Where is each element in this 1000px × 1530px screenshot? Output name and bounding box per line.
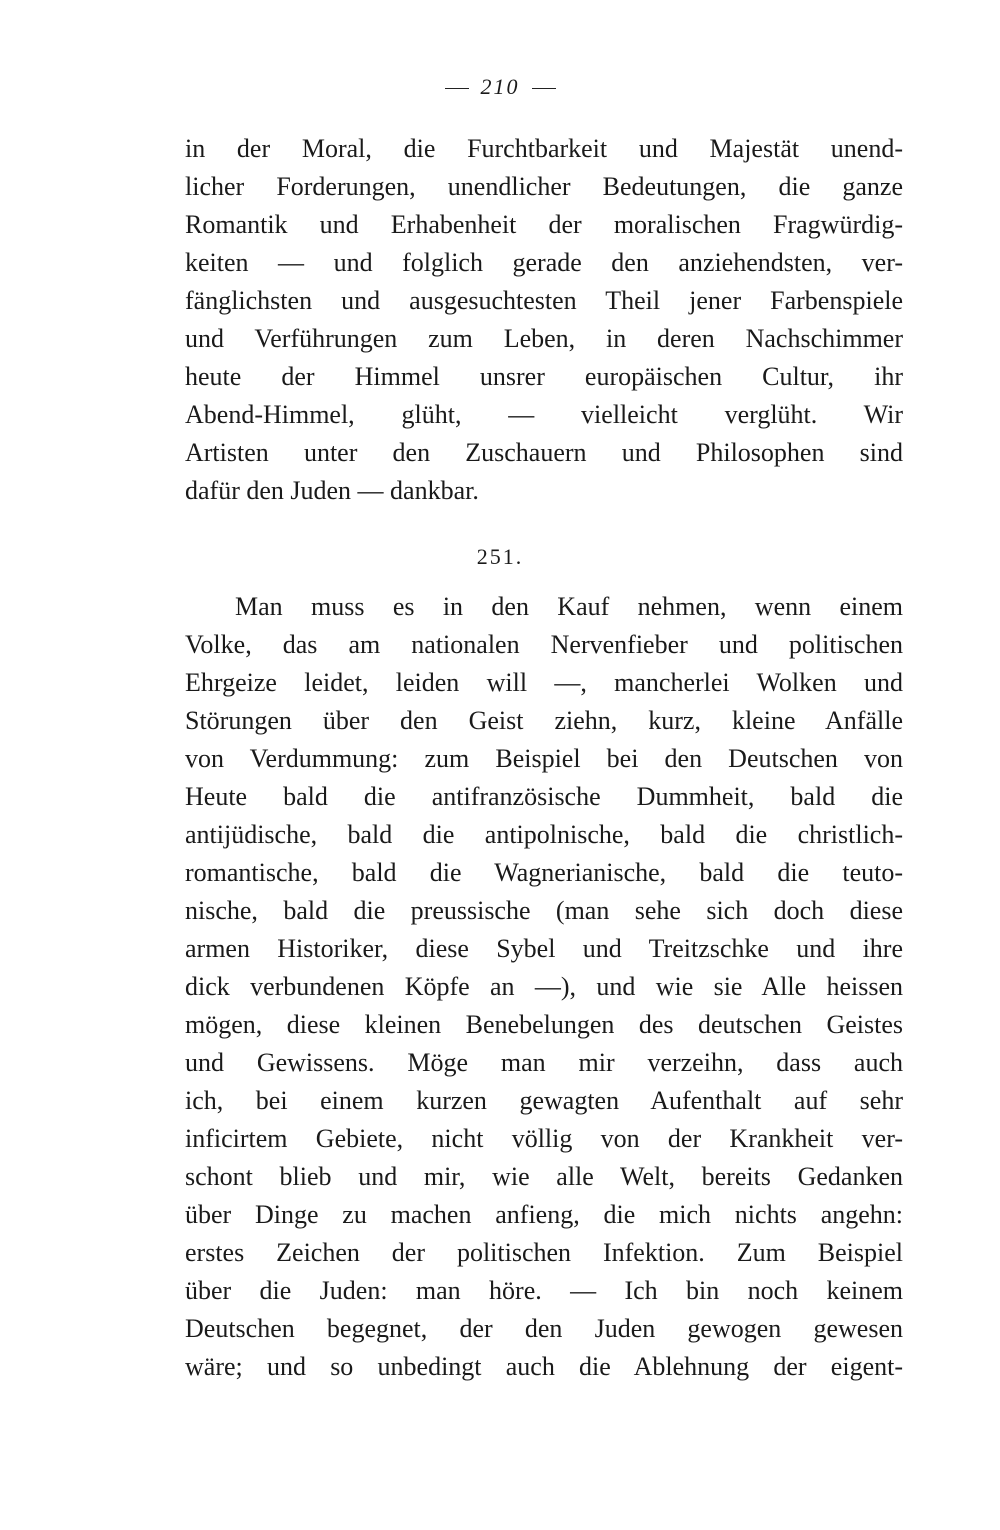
text-line: und Verführungen zum Leben, in deren Nachschimmer	[185, 324, 903, 353]
text-line: romantische, bald die Wagnerianische, bald die teuto-	[185, 858, 903, 887]
text-line: inficirtem Gebiete, nicht völlig von der Krankheit ver-	[185, 1124, 903, 1153]
aphorism-paragraph	[185, 588, 903, 1386]
section-number: 251.	[476, 544, 524, 569]
text-line: erstes Zeichen der politischen Infektion. Zum Beispiel	[185, 1238, 903, 1267]
text-line: Störungen über den Geist ziehn, kurz, kleine Anfälle	[185, 706, 903, 735]
text-line: Ehrgeize leidet, leiden will —, mancherlei Wolken und	[185, 668, 903, 697]
text-line: schont blieb und mir, wie alle Welt, bereits Gedanken	[185, 1162, 903, 1191]
text-line: Romantik und Erhabenheit der moralischen Fragwürdig-	[185, 210, 903, 239]
text-line: nische, bald die preussische (man sehe sich doch diese	[185, 896, 903, 925]
text-line: von Verdummung: zum Beispiel bei den Deutschen von	[185, 744, 903, 773]
text-line: und Gewissens. Möge man mir verzeihn, dass auch	[185, 1048, 903, 1077]
text-line: Man muss es in den Kauf nehmen, wenn einem	[235, 592, 903, 621]
text-line: antijüdische, bald die antipolnische, bald die christlich-	[185, 820, 903, 849]
page-number	[0, 74, 1000, 100]
text-line: mögen, diese kleinen Benebelungen des deutschen Geistes	[185, 1010, 903, 1039]
text-line: fänglichsten und ausgesuchtesten Theil jener Farbenspiele	[185, 286, 903, 315]
text-line: heute der Himmel unsrer europäischen Cultur, ihr	[185, 362, 903, 391]
text-line: keiten — und folglich gerade den anziehendsten, ver-	[185, 248, 903, 277]
text-line: über die Juden: man höre. — Ich bin noch keinem	[185, 1276, 903, 1305]
paragraph-continued	[185, 130, 903, 510]
right-dash	[532, 88, 556, 89]
text-line: Abend-Himmel, glüht, — vielleicht verglüht. Wir	[185, 400, 903, 429]
page-number-value: 210	[480, 74, 520, 99]
text-line: Volke, das am nationalen Nervenfieber und politischen	[185, 630, 903, 659]
text-line: Heute bald die antifranzösische Dummheit, bald die	[185, 782, 903, 811]
text-line: wäre; und so unbedingt auch die Ablehnung der eigent-	[185, 1352, 903, 1381]
text-line: über Dinge zu machen anfieng, die mich nichts angehn:	[185, 1200, 903, 1229]
text-line: dick verbundenen Köpfe an —), und wie sie Alle heissen	[185, 972, 903, 1001]
left-dash	[445, 88, 469, 89]
text-line: dafür den Juden — dankbar.	[185, 476, 479, 505]
text-line: licher Forderungen, unendlicher Bedeutungen, die ganze	[185, 172, 903, 201]
text-line: ich, bei einem kurzen gewagten Aufenthalt auf sehr	[185, 1086, 903, 1115]
text-line: in der Moral, die Furchtbarkeit und Majestät unend-	[185, 134, 903, 163]
text-line: Deutschen begegnet, der den Juden gewogen gewesen	[185, 1314, 903, 1343]
text-line: Artisten unter den Zuschauern und Philosophen sind	[185, 438, 903, 467]
text-line: armen Historiker, diese Sybel und Treitzschke und ihre	[185, 934, 903, 963]
